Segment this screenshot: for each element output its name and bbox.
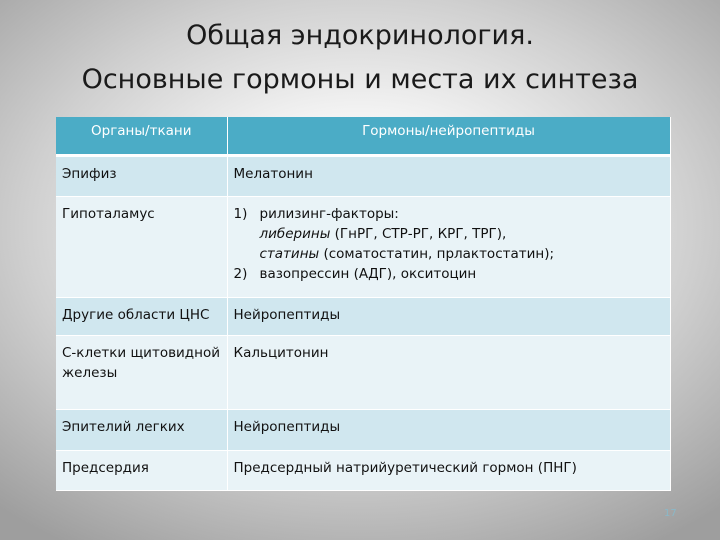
slide-title xyxy=(0,14,720,102)
organ-cell: Эпифиз xyxy=(56,155,227,196)
list-subitem: статины (соматостатин, прлактостатин); xyxy=(259,245,555,262)
hormone-cell: Нейропептиды xyxy=(227,409,670,450)
table-row xyxy=(56,335,670,409)
organ-cell: Другие области ЦНС xyxy=(56,297,227,335)
hormone-list xyxy=(234,204,664,284)
table-row xyxy=(56,297,670,335)
hormone-cell: Нейропептиды xyxy=(227,297,670,335)
table-row xyxy=(56,450,670,490)
table-header-row xyxy=(56,117,670,155)
list-item: 1) рилизинг-факторы: xyxy=(233,205,399,222)
list-item: 2) вазопрессин (АДГ), окситоцин xyxy=(233,265,477,282)
table-row xyxy=(56,196,670,297)
slide-title-line-1: Общая эндокринология. xyxy=(186,20,534,51)
header-organs: Органы/ткани xyxy=(56,117,227,155)
table-row xyxy=(56,155,670,196)
organ-cell: Предсердия xyxy=(56,450,227,490)
page-number: 17 xyxy=(664,508,677,519)
organ-cell: Эпителий легких xyxy=(56,409,227,450)
organ-cell: С-клетки щитовидной железы xyxy=(56,335,227,409)
list-subitem: либерины (ГнРГ, СТР-РГ, КРГ, ТРГ), xyxy=(259,225,507,242)
hormone-cell: Кальцитонин xyxy=(227,335,670,409)
header-hormones: Гормоны/нейропептиды xyxy=(227,117,670,155)
hormones-table xyxy=(56,117,671,491)
table-row xyxy=(56,409,670,450)
hormone-cell: Предсердный натрийуретический гормон (ПНГ) xyxy=(227,450,670,490)
hormone-cell xyxy=(227,196,670,297)
organ-cell: Гипоталамус xyxy=(56,196,227,297)
slide-title-line-2: Основные гормоны и места их синтеза xyxy=(81,64,639,95)
hormone-cell: Мелатонин xyxy=(227,155,670,196)
